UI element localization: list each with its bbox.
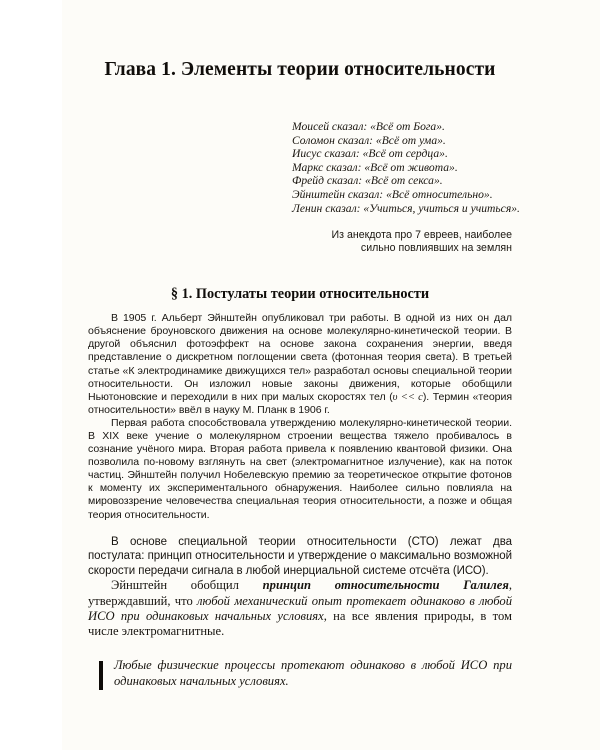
epigraph-attribution-line: Из анекдота про 7 евреев, наиболее: [331, 229, 512, 242]
paragraph-4-mid: , утверждавший, что: [88, 578, 512, 608]
paragraph-2: Первая работа способствовала утверждению молекулярно-кинетической теории. В XIX веке учение о молекулярном строении вещества тяжело пробивалось в сознание учёного мира. Вторая работа привела к появлению квантовой физики. Она позволила по-новому взглянуть на свет (электромагнитное излучение), как на поток частиц. Эйнштейн получил Нобелевскую премию за теоретическое открытие фотонов к моменту их экспериментального обнаружения. Наиболее сильно повлияла на мировоззрение человечества специальная теория относительности, а позже и общая теория относительности.: [88, 416, 512, 521]
epigraph-line: Ленин сказал: «Учиться, учиться и учиться».: [292, 201, 520, 215]
epigraph-line: Маркс сказал: «Всё от живота».: [292, 160, 458, 174]
page-content-column: [88, 0, 520, 750]
paragraph-1-text: В 1905 г. Альберт Эйнштейн опубликовал три работы. В одной из них он дал объяснение броуновского движения на основе молекулярно-кинетической теории. В другой объяснил фотоэффект на основе закона сохранения энергии, введя представление о дискретном поглощении света (фотонная теория света). В третьей статье «К электродинамике движущихся тел» разработал основы специальной теории относительности. Он изложил новые законы движения, которые обобщили Ньютоновские и переходили в них при малых скоростях тел (: [88, 312, 512, 403]
body-text: [88, 303, 512, 689]
galileo-principle-emphasis: принцип относительности Галилея: [262, 578, 509, 593]
chapter-title: Глава 1. Элементы теории относительности: [104, 59, 496, 80]
epigraph-line: Соломон сказал: «Всё от ума».: [292, 133, 446, 147]
epigraph-line: Эйнштейн сказал: «Всё относительно».: [292, 187, 493, 201]
paragraph-1-tail: ). Термин «теория относительности» ввёл в науку М. Планк в 1906 г.: [88, 390, 512, 416]
epigraph-line: Фрейд сказал: «Всё от секса».: [292, 174, 443, 188]
epigraph-attribution: [88, 215, 512, 255]
epigraph-attribution-line: сильно повлиявших на землян: [360, 242, 512, 255]
paragraph-spacer: [88, 522, 512, 535]
epigraph-block: [88, 82, 520, 215]
paragraph-4-lead: Эйнштейн обобщил: [111, 578, 263, 593]
paragraph-4: [88, 578, 512, 639]
paragraph-3: В основе специальной теории относительности (СТО) лежат два постулата: принцип относительности и утверждение о максимально возможной скорости передачи сигнала в любой инерциальной системе отсчёта (ИСО).: [88, 535, 512, 577]
velocity-condition-formula: υ << c: [392, 391, 423, 403]
epigraph-line: Моисей сказал: «Всё от Бога».: [292, 120, 445, 133]
paragraph-4-tail: , на все явления природы, в том числе электромагнитные.: [88, 608, 512, 639]
epigraph-line: Иисус сказал: «Всё от сердца».: [292, 147, 448, 161]
galileo-statement-emphasis: любой механический опыт протекает одинаково в любой ИСО при одинаковых начальных условиях: [88, 593, 513, 623]
callout-left-rule: [99, 661, 103, 690]
section-heading: § 1. Постулаты теории относительности: [170, 286, 430, 303]
paragraph-1: [88, 312, 512, 417]
callout-block: [88, 658, 512, 689]
scan-gutter-strip: [0, 0, 62, 750]
callout-text: Любые физические процессы протекают одинаково в любой ИСО при одинаковых начальных условиях.: [114, 658, 512, 688]
